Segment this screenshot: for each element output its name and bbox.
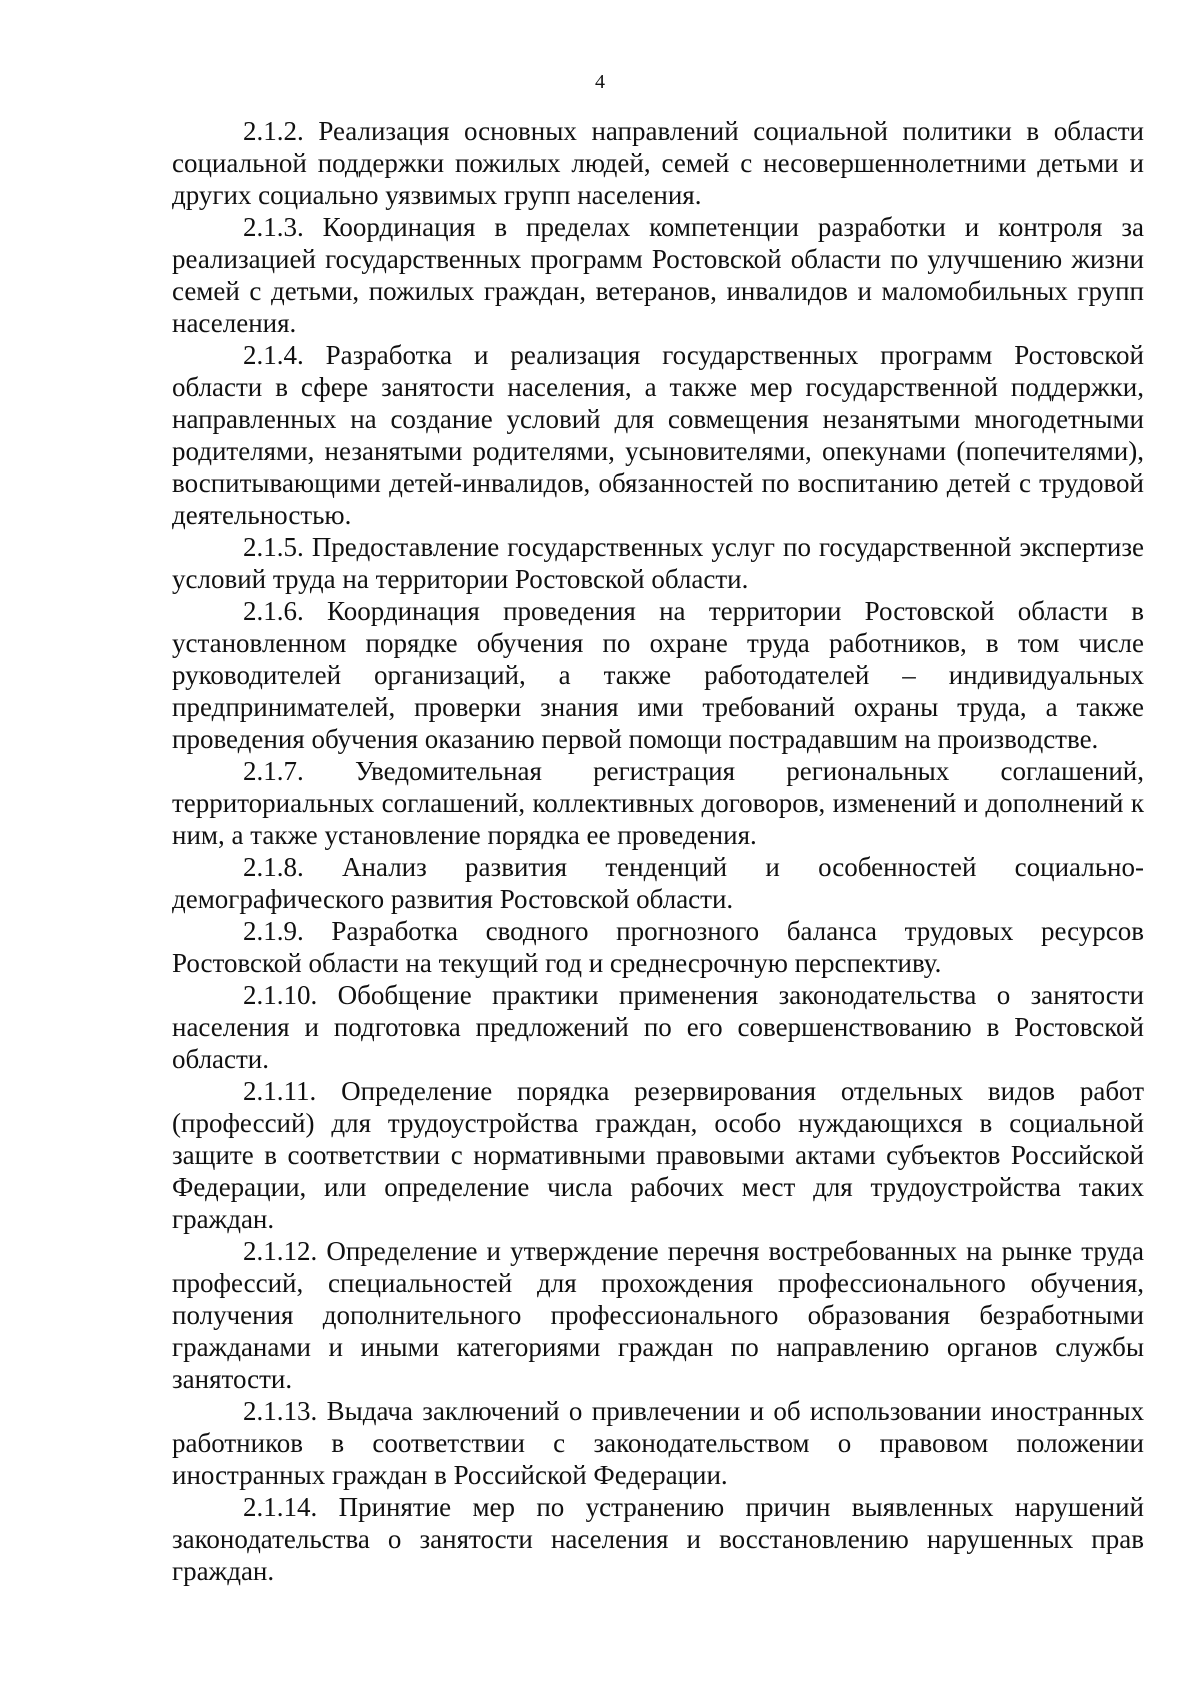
paragraph-number: 2.1.11. xyxy=(243,1076,317,1106)
document-body xyxy=(172,115,1144,1587)
paragraph-text: Координация проведения на территории Ростовской области в установленном порядке обучения по охране труда работников, в том числе руководителей организаций, а также работодателей – индивидуальных предпринимателей, проверки знания ими требований охраны труда, а также проведения обучения оказанию первой помощи пострадавшим на производстве. xyxy=(172,596,1144,754)
paragraph-2-1-11 xyxy=(172,1075,1144,1235)
paragraph-text: Координация в пределах компетенции разработки и контроля за реализацией государственных программ Ростовской области по улучшению жизни семей с детьми, пожилых граждан, ветеранов, инвалидов и маломобильных групп населения. xyxy=(172,212,1145,338)
paragraph-number: 2.1.7. xyxy=(243,756,304,786)
paragraph-number: 2.1.9. xyxy=(243,916,304,946)
paragraph-2-1-13 xyxy=(172,1395,1144,1491)
paragraph-text: Определение порядка резервирования отдельных видов работ (профессий) для трудоустройства граждан, особо нуждающихся в социальной защите в соответствии с нормативными правовыми актами субъектов Российской Федерации, или определение числа рабочих мест для трудоустройства таких граждан. xyxy=(172,1076,1145,1234)
paragraph-2-1-4 xyxy=(172,339,1144,531)
paragraph-2-1-5 xyxy=(172,531,1144,595)
paragraph-2-1-2 xyxy=(172,115,1144,211)
paragraph-2-1-14 xyxy=(172,1491,1144,1587)
paragraph-text: Предоставление государственных услуг по государственной экспертизе условий труда на территории Ростовской области. xyxy=(172,532,1144,594)
paragraph-number: 2.1.8. xyxy=(243,852,304,882)
paragraph-number: 2.1.13. xyxy=(243,1396,318,1426)
paragraph-number: 2.1.12. xyxy=(243,1236,318,1266)
paragraph-text: Разработка и реализация государственных программ Ростовской области в сфере занятости населения, а также мер государственной поддержки, направленных на создание условий для совмещения незанятыми многодетными родителями, незанятыми родителями, усыновителями, опекунами (попечителями), воспитывающими детей-инвалидов, обязанностей по воспитанию детей с трудовой деятельностью. xyxy=(172,340,1144,530)
paragraph-number: 2.1.10. xyxy=(243,980,318,1010)
paragraph-text: Уведомительная регистрация региональных соглашений, территориальных соглашений, коллективных договоров, изменений и дополнений к ним, а также установление порядка ее проведения. xyxy=(172,756,1145,850)
paragraph-number: 2.1.14. xyxy=(243,1492,318,1522)
paragraph-text: Реализация основных направлений социальной политики в области социальной поддержки пожилых людей, семей с несовершеннолетними детьми и других социально уязвимых групп населения. xyxy=(172,116,1144,210)
paragraph-text: Определение и утверждение перечня востребованных на рынке труда профессий, специальностей для прохождения профессионального обучения, получения дополнительного профессионального образования безработными гражданами и иными категориями граждан по направлению органов службы занятости. xyxy=(172,1236,1144,1394)
paragraph-2-1-6 xyxy=(172,595,1144,755)
paragraph-number: 2.1.5. xyxy=(243,532,304,562)
paragraph-text: Обобщение практики применения законодательства о занятости населения и подготовка предложений по его совершенствованию в Ростовской области. xyxy=(172,980,1145,1074)
paragraph-text: Разработка сводного прогнозного баланса трудовых ресурсов Ростовской области на текущий год и среднесрочную перспективу. xyxy=(172,916,1145,978)
paragraph-text: Принятие мер по устранению причин выявленных нарушений законодательства о занятости населения и восстановлению нарушенных прав граждан. xyxy=(172,1492,1144,1586)
paragraph-number: 2.1.4. xyxy=(243,340,304,370)
paragraph-number: 2.1.3. xyxy=(243,212,304,242)
paragraph-2-1-7 xyxy=(172,755,1144,851)
paragraph-2-1-8 xyxy=(172,851,1144,915)
paragraph-number: 2.1.6. xyxy=(243,596,304,626)
paragraph-2-1-9 xyxy=(172,915,1144,979)
paragraph-text: Анализ развития тенденций и особенностей социально-демографического развития Ростовской области. xyxy=(172,852,1144,914)
paragraph-2-1-12 xyxy=(172,1235,1144,1395)
paragraph-2-1-3 xyxy=(172,211,1144,339)
page-number: 4 xyxy=(595,71,605,93)
paragraph-2-1-10 xyxy=(172,979,1144,1075)
paragraph-text: Выдача заключений о привлечении и об использовании иностранных работников в соответствии с законодательством о правовом положении иностранных граждан в Российской Федерации. xyxy=(172,1396,1145,1490)
paragraph-number: 2.1.2. xyxy=(243,116,304,146)
